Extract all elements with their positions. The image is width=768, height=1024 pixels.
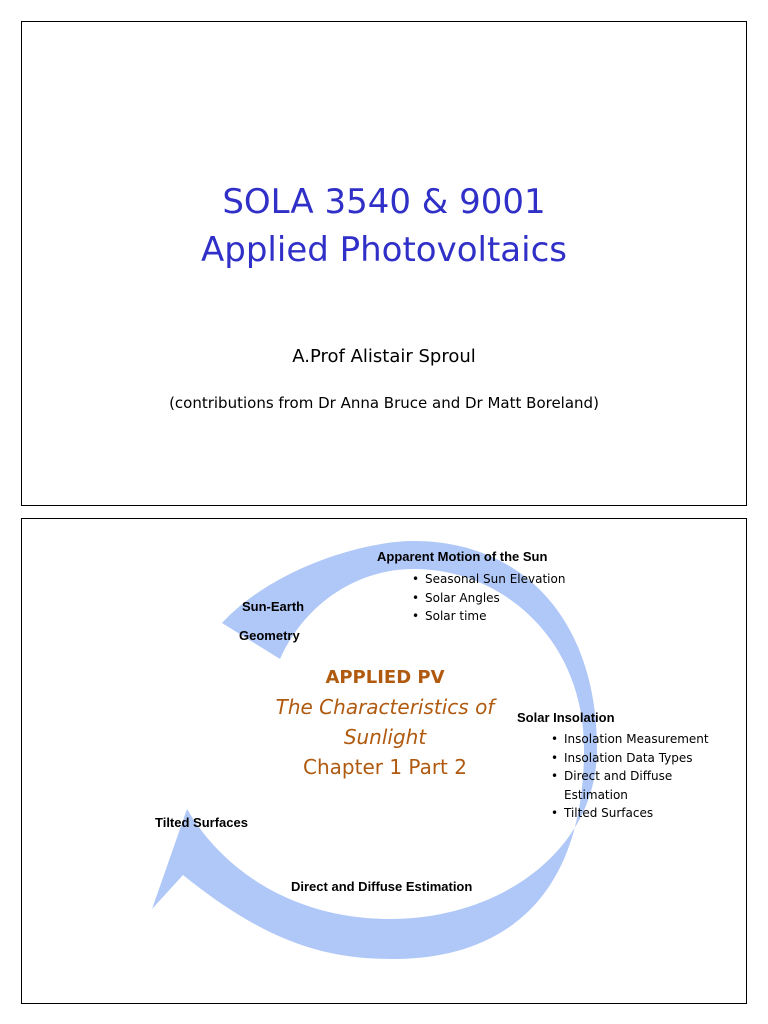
list-item: • Tilted Surfaces [551, 804, 709, 823]
solar-insolation-heading: Solar Insolation [517, 710, 615, 725]
overview-slide [21, 518, 747, 1004]
contributions-note: (contributions from Dr Anna Bruce and Dr Matt Boreland) [169, 394, 599, 412]
list-item: Estimation [564, 787, 628, 802]
list-item: • Solar time [412, 607, 565, 626]
applied-pv-heading: APPLIED PV [325, 667, 445, 688]
solar-insolation-list [551, 730, 709, 823]
course-name-title: Applied Photovoltaics [201, 230, 567, 270]
tilted-surfaces-label: Tilted Surfaces [155, 815, 248, 830]
direct-diffuse-label: Direct and Diffuse Estimation [291, 879, 473, 894]
list-item: • Direct and Diffuse [551, 767, 709, 786]
list-item: • Seasonal Sun Elevation [412, 570, 565, 589]
subtitle-line2: Sunlight [343, 725, 427, 749]
course-code-title: SOLA 3540 & 9001 [222, 182, 546, 222]
sun-earth-label-line2: Geometry [239, 628, 300, 643]
list-item: • Insolation Data Types [551, 749, 709, 768]
apparent-motion-heading: Apparent Motion of the Sun [377, 549, 548, 564]
sun-earth-label-line1: Sun-Earth [242, 599, 305, 614]
chapter-label: Chapter 1 Part 2 [303, 755, 467, 779]
apparent-motion-list [412, 570, 565, 626]
list-item: • Solar Angles [412, 589, 565, 608]
author-name: A.Prof Alistair Sproul [292, 346, 476, 367]
subtitle-line1: The Characteristics of [275, 695, 495, 719]
title-slide [21, 21, 747, 506]
list-item: • Insolation Measurement [551, 730, 709, 749]
